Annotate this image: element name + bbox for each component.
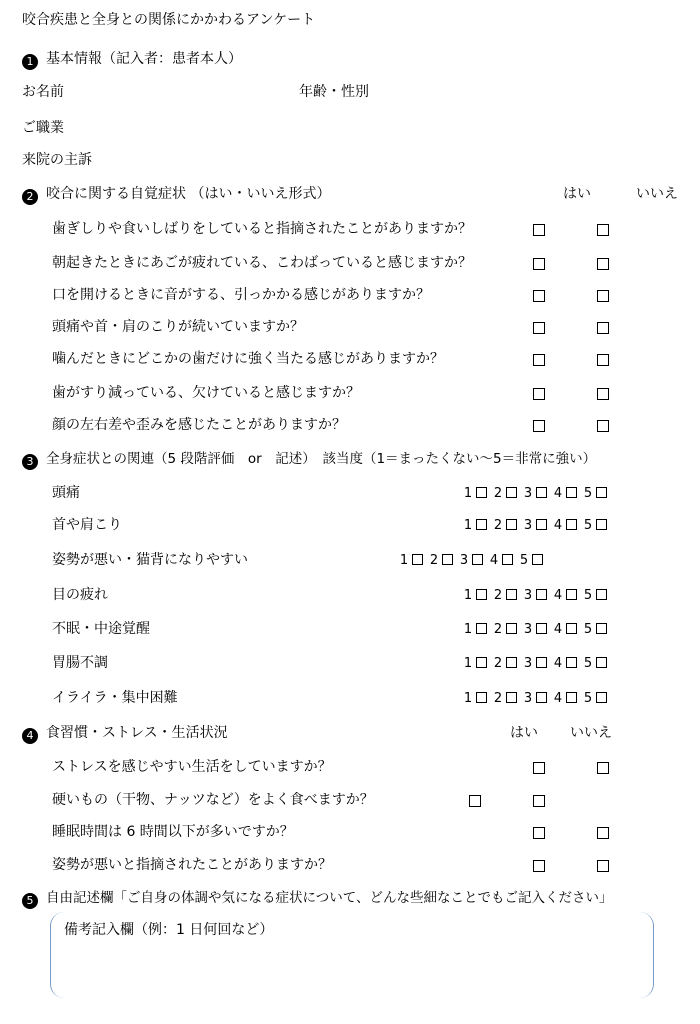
question-text: 姿勢が悪いと指摘されたことがありますか？: [52, 857, 332, 873]
yes-checkbox[interactable]: [533, 827, 545, 839]
yes-checkbox[interactable]: [533, 420, 545, 432]
name-label: お名前: [22, 84, 64, 100]
symptom-label: イライラ・集中困難: [52, 690, 178, 706]
yes-checkbox[interactable]: [533, 762, 545, 774]
symptom-label: 目の疲れ: [52, 587, 108, 603]
section-2-heading: 2 咬合に関する自覚症状 （はい・いいえ形式）: [22, 185, 330, 205]
yes-checkbox[interactable]: [469, 795, 481, 807]
section-5-heading: 5 自由記述欄「ご自身の体調や気になる症状について、どんな些細なことでもご記入ください」: [22, 889, 612, 909]
no-checkbox[interactable]: [597, 860, 609, 872]
symptom-label: 首や肩こり: [52, 517, 122, 533]
section-1-number: 1: [22, 54, 38, 70]
no-column-header: いいえ: [570, 725, 612, 741]
yes-checkbox[interactable]: [533, 860, 545, 872]
question-text: 歯ぎしりや食いしばりをしていると指摘されたことがありますか？: [52, 221, 472, 237]
rating-scale[interactable]: 1 2 3 4 5: [462, 588, 612, 604]
question-text: 頭痛や首・肩のこりが続いていますか？: [52, 319, 304, 335]
symptom-label: 姿勢が悪い・猫背になりやすい: [52, 552, 248, 568]
no-checkbox[interactable]: [597, 322, 609, 334]
question-text: 硬いもの（干物、ナッツなど）をよく食べますか？: [52, 792, 374, 808]
no-checkbox[interactable]: [597, 762, 609, 774]
section-5-number: 5: [22, 893, 38, 909]
rating-scale[interactable]: 1 2 3 4 5: [462, 656, 612, 672]
form-title: 咬合疾患と全身との関係にかかわるアンケート: [22, 12, 316, 28]
question-text: ストレスを感じやすい生活をしていますか？: [52, 759, 332, 775]
no-column-header: いいえ: [636, 186, 678, 202]
symptom-label: 頭痛: [52, 485, 80, 501]
occupation-label: ご職業: [22, 120, 64, 136]
no-checkbox[interactable]: [597, 354, 609, 366]
yes-checkbox[interactable]: [533, 258, 545, 270]
section-4-number: 4: [22, 728, 38, 744]
question-text: 朝起きたときにあごが疲れている、こわばっていると感じますか？: [52, 255, 472, 271]
no-checkbox[interactable]: [597, 420, 609, 432]
yes-checkbox[interactable]: [533, 322, 545, 334]
no-checkbox[interactable]: [597, 258, 609, 270]
yes-column-header: はい: [510, 725, 538, 741]
question-text: 顔の左右差や歪みを感じたことがありますか？: [52, 417, 346, 433]
age-gender-label: 年齢・性別: [299, 84, 369, 100]
chief-complaint-label: 来院の主訴: [22, 152, 92, 168]
no-checkbox[interactable]: [597, 290, 609, 302]
symptom-label: 不眠・中途覚醒: [52, 621, 150, 637]
yes-column-header: はい: [563, 186, 591, 202]
rating-scale[interactable]: 1 2 3 4 5: [462, 486, 612, 502]
question-text: 歯がすり減っている、欠けていると感じますか？: [52, 385, 360, 401]
yes-checkbox[interactable]: [533, 290, 545, 302]
section-1-heading: 1 基本情報（記入者：患者本人）: [22, 50, 242, 70]
section-4-heading: 4 食習慣・ストレス・生活状況: [22, 724, 228, 744]
rating-scale[interactable]: 1 2 3 4 5: [462, 518, 612, 534]
section-3-number: 3: [22, 454, 38, 470]
yes-checkbox[interactable]: [533, 224, 545, 236]
no-checkbox[interactable]: [597, 827, 609, 839]
question-text: 口を開けるときに音がする、引っかかる感じがありますか？: [52, 287, 430, 303]
question-text: 睡眠時間は 6 時間以下が多いですか？: [52, 824, 294, 840]
question-text: 噛んだときにどこかの歯だけに強く当たる感じがありますか？: [52, 351, 444, 367]
symptom-label: 胃腸不調: [52, 655, 108, 671]
yes-checkbox[interactable]: [533, 388, 545, 400]
rating-scale[interactable]: 1 2 3 4 5: [462, 691, 612, 707]
no-checkbox[interactable]: [597, 224, 609, 236]
yes-checkbox[interactable]: [533, 354, 545, 366]
no-checkbox[interactable]: [597, 388, 609, 400]
section-2-number: 2: [22, 189, 38, 205]
memo-label: 備考記入欄（例：1 日何回など）: [64, 922, 274, 938]
rating-scale[interactable]: 1 2 3 4 5: [462, 622, 612, 638]
rating-scale[interactable]: 1 2 3 4 5: [398, 553, 548, 569]
section-3-heading: 3 全身症状との関連（5 段階評価 or 記述） 該当度（1＝まったくない～5＝非常に強い）: [22, 450, 596, 470]
no-checkbox[interactable]: [533, 795, 545, 807]
